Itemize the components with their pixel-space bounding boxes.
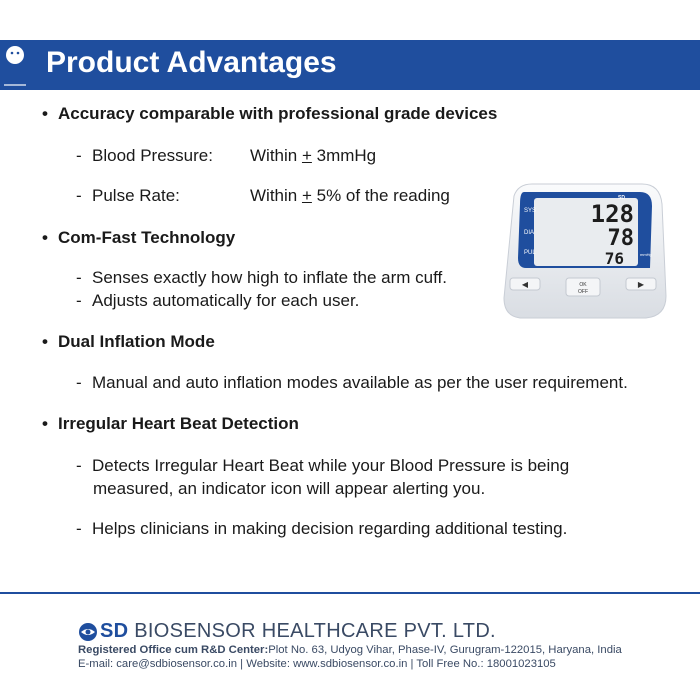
list-item: - Detects Irregular Heart Beat while your Blood Pressure is being <box>76 456 570 475</box>
company-name: SD BIOSENSOR HEALTHCARE PVT. LTD. <box>100 620 496 642</box>
sys-reading: 128 <box>590 200 634 228</box>
svg-text:OK: OK <box>579 282 587 288</box>
list-item: - Senses exactly how high to inflate the arm cuff. <box>76 268 447 287</box>
list-item: - Manual and auto inflation modes available as per the user requirement. <box>76 373 628 392</box>
page-title: Product Advantages <box>46 46 337 79</box>
list-item: - Adjusts automatically for each user. <box>76 291 360 310</box>
header-banner <box>0 40 700 90</box>
list-item: - Pulse Rate: Within + 5% of the reading <box>76 186 450 205</box>
svg-text:▶: ▶ <box>637 280 645 289</box>
device-brand: SD <box>618 195 625 201</box>
face-icon <box>4 44 26 66</box>
svg-text:DIA: DIA <box>524 230 535 236</box>
svg-text:◀: ◀ <box>521 280 529 289</box>
pulse-reading: 76 <box>604 249 624 268</box>
svg-text:mmHg: mmHg <box>640 252 652 257</box>
company-address: Registered Office cum R&D Center:Plot No. 63, Udyog Vihar, Phase-IV, Gurugram-122015, Haryana, India <box>78 644 622 656</box>
section-heading: • Accuracy comparable with professional grade devices <box>42 104 498 123</box>
section-heading: • Com-Fast Technology <box>42 228 236 247</box>
list-item: - Blood Pressure: Within + 3mmHg <box>76 146 377 165</box>
company-logo-icon <box>78 622 98 642</box>
list-item-continuation: measured, an indicator icon will appear alerting you. <box>93 479 486 498</box>
svg-text:SYS: SYS <box>524 208 537 214</box>
footer-divider <box>0 592 700 594</box>
svg-text:PUL: PUL <box>524 250 536 256</box>
blood-pressure-monitor-icon <box>500 178 668 328</box>
dia-reading: 78 <box>607 226 634 251</box>
section-heading: • Irregular Heart Beat Detection <box>42 414 299 433</box>
list-item: - Helps clinicians in making decision regarding additional testing. <box>76 519 568 538</box>
logo-underline <box>4 84 26 86</box>
section-heading: • Dual Inflation Mode <box>42 332 215 351</box>
company-contact: E-mail: care@sdbiosensor.co.in | Website: www.sdbiosensor.co.in | Toll Free No.: 18001023105 <box>78 658 556 670</box>
svg-text:OFF: OFF <box>578 289 588 295</box>
